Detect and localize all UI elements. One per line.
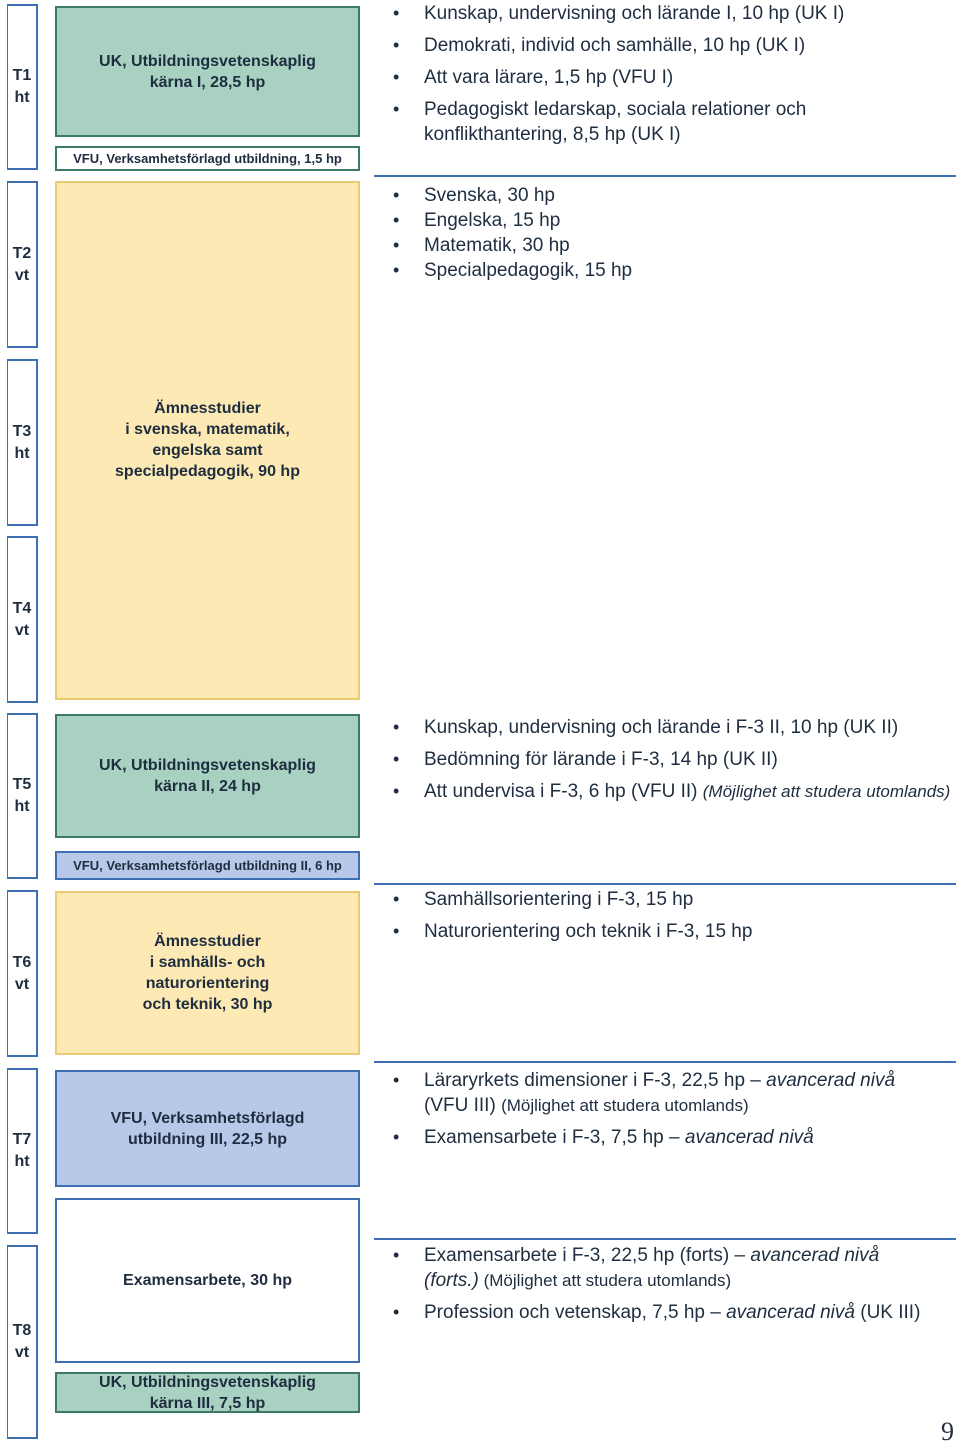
- t2-course-list: [393, 183, 956, 283]
- block-line: Ämnesstudier: [154, 400, 261, 417]
- item-text: Examensarbete i F-3, 7,5 hp –: [424, 1127, 685, 1148]
- vfu1-block: [55, 146, 360, 171]
- term-season: vt: [14, 1344, 30, 1361]
- list-item: • Specialpedagogik, 15 hp: [393, 258, 956, 283]
- row-separator: [374, 175, 956, 177]
- term-season: vt: [14, 266, 30, 284]
- item-text: Läraryrkets dimensioner i F-3, 22,5 hp –: [424, 1070, 767, 1091]
- term-t6: [7, 890, 38, 1057]
- t8-course-list: [393, 1243, 956, 1325]
- term-code: T3: [12, 422, 32, 440]
- t5-course-list: [393, 715, 956, 804]
- block-line: kärna II, 24 hp: [154, 778, 261, 795]
- term-t2: [7, 181, 38, 348]
- list-item: • Demokrati, individ och samhälle, 10 hp (UK I): [393, 33, 956, 58]
- block-line: engelska samt: [152, 442, 263, 459]
- term-code: T1: [12, 67, 32, 84]
- term-season: ht: [14, 1153, 30, 1170]
- block-line: UK, Utbildningsvetenskaplig: [99, 52, 316, 70]
- block-line: i samhälls- och: [149, 954, 266, 971]
- block-line: UK, Utbildningsvetenskaplig: [99, 757, 316, 774]
- term-code: T2: [12, 244, 32, 262]
- item-text: (VFU III): [424, 1095, 502, 1116]
- term-season: vt: [14, 975, 30, 993]
- subjects2-block: [55, 891, 360, 1055]
- term-code: T4: [12, 599, 32, 617]
- uk3-block: [55, 1372, 360, 1413]
- item-note: (Möjlighet att studera utomlands): [702, 782, 951, 801]
- term-season: vt: [14, 621, 30, 639]
- item-level: avancerad nivå: [766, 1070, 896, 1091]
- thesis-block: [55, 1198, 360, 1363]
- list-item: • Bedömning för lärande i F-3, 14 hp (UK II): [393, 747, 956, 772]
- term-code: T7: [12, 1131, 32, 1148]
- term-season: ht: [14, 444, 30, 462]
- block-line: naturorientering: [145, 975, 270, 992]
- block-line: Examensarbete, 30 hp: [123, 1272, 292, 1289]
- block-line: Ämnesstudier: [154, 933, 261, 950]
- subjects1-block: [55, 181, 360, 700]
- block-line: VFU, Verksamhetsförlagd utbildning II, 6 hp: [73, 857, 342, 873]
- item-note: (Möjlighet att studera utomlands): [478, 1271, 732, 1290]
- term-t1: [7, 4, 38, 170]
- list-item: [393, 1243, 956, 1293]
- row-separator: [374, 1238, 956, 1240]
- term-t5: [7, 713, 38, 879]
- block-line: VFU, Verksamhetsförlagd utbildning, 1,5 hp: [73, 150, 342, 166]
- list-item: • Engelska, 15 hp: [393, 208, 956, 233]
- term-t4: [7, 536, 38, 703]
- list-item: • Kunskap, undervisning och lärande i F-3 II, 10 hp (UK II): [393, 715, 956, 740]
- vfu3-block: [55, 1070, 360, 1187]
- list-item: • Naturorientering och teknik i F-3, 15 hp: [393, 919, 956, 944]
- list-item: • Matematik, 30 hp: [393, 233, 956, 258]
- page-number: 9: [941, 1417, 954, 1446]
- item-level: avancerad nivå: [726, 1302, 855, 1323]
- list-item: • Svenska, 30 hp: [393, 183, 956, 208]
- block-line: i svenska, matematik,: [125, 421, 290, 438]
- term-t8: [7, 1245, 38, 1439]
- item-text: (UK III): [854, 1302, 921, 1323]
- block-line: kärna I, 28,5 hp: [149, 73, 266, 91]
- item-note: (Möjlighet att studera utomlands): [501, 1096, 749, 1115]
- list-item: • Pedagogiskt ledarskap, sociala relationer och konflikthantering, 8,5 hp (UK I): [393, 97, 956, 147]
- block-line: utbildning III, 22,5 hp: [127, 1130, 288, 1148]
- list-item: [393, 1300, 956, 1325]
- block-line: kärna III, 7,5 hp: [149, 1394, 266, 1412]
- vfu2-block: [55, 851, 360, 880]
- term-code: T5: [12, 776, 32, 793]
- block-line: specialpedagogik, 90 hp: [115, 463, 300, 480]
- list-item: • Kunskap, undervisning och lärande I, 10 hp (UK I): [393, 1, 956, 26]
- item-level: avancerad nivå: [684, 1127, 814, 1148]
- t6-course-list: [393, 887, 956, 944]
- t1-course-list: [393, 1, 956, 147]
- list-item: [393, 1125, 956, 1150]
- block-line: och teknik, 30 hp: [142, 996, 273, 1013]
- uk1-block: [55, 6, 360, 137]
- item-text: Examensarbete i F-3, 22,5 hp (forts) –: [424, 1245, 751, 1266]
- list-item: [393, 1068, 956, 1118]
- list-item: [393, 779, 956, 804]
- list-item: • Att vara lärare, 1,5 hp (VFU I): [393, 65, 956, 90]
- item-level: avancerad nivå (forts.): [424, 1245, 880, 1291]
- row-separator: [374, 1061, 956, 1063]
- list-item: • Samhällsorientering i F-3, 15 hp: [393, 887, 956, 912]
- term-t3: [7, 359, 38, 526]
- term-code: T6: [12, 953, 32, 971]
- term-season: ht: [14, 89, 30, 106]
- row-separator: [374, 883, 956, 885]
- uk2-block: [55, 714, 360, 838]
- block-line: VFU, Verksamhetsförlagd: [110, 1109, 305, 1127]
- item-text: Att undervisa i F-3, 6 hp (VFU II): [424, 781, 703, 802]
- term-code: T8: [12, 1322, 32, 1339]
- block-line: UK, Utbildningsvetenskaplig: [99, 1373, 316, 1391]
- t7-course-list: [393, 1068, 956, 1150]
- term-season: ht: [14, 798, 30, 815]
- item-text: Profession och vetenskap, 7,5 hp –: [424, 1302, 727, 1323]
- term-t7: [7, 1068, 38, 1234]
